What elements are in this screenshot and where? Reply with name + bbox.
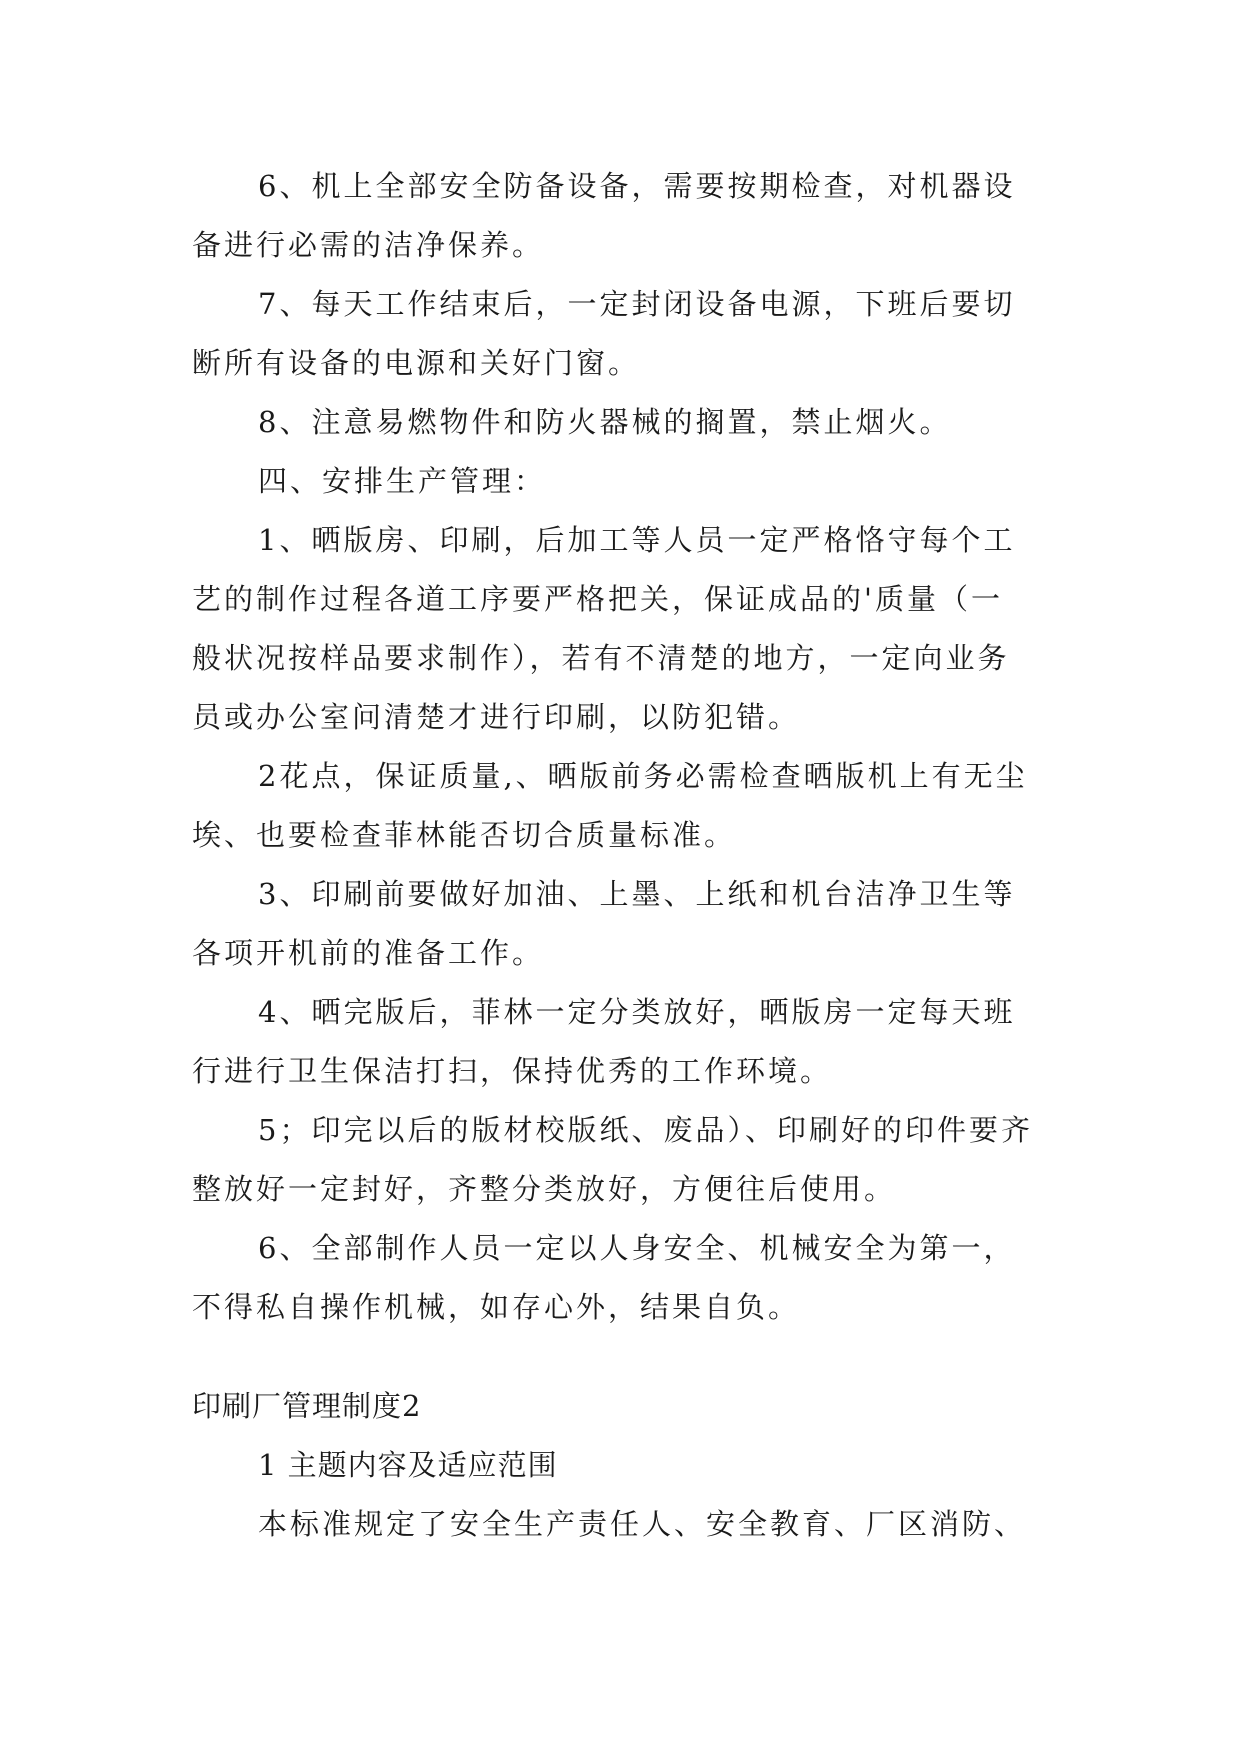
- paragraph-line: 本标准规定了安全生产责任人、安全教育、厂区消防、: [258, 1507, 1027, 1541]
- paragraph-line: 各项开机前的准备工作。: [192, 936, 545, 970]
- paragraph-line: 断所有设备的电源和关好门窗。: [192, 346, 641, 380]
- paragraph-line: 6、全部制作人员一定以人身安全、机械安全为第一，: [258, 1231, 1016, 1265]
- paragraph-line: 1、晒版房、印刷，后加工等人员一定严格恪守每个工: [258, 523, 1016, 557]
- paragraph-line: 整放好一定封好，齐整分类放好，方便往后使用。: [192, 1172, 897, 1206]
- paragraph-line: 备进行必需的洁净保养。: [192, 228, 545, 262]
- section-title: 印刷厂管理制度2: [192, 1389, 422, 1423]
- paragraph-line: 行进行卫生保洁打扫，保持优秀的工作环境。: [192, 1054, 833, 1088]
- paragraph-line: 8、注意易燃物件和防火器械的搁置，禁止烟火。: [258, 405, 952, 439]
- subsection-title: 1 主题内容及适应范围: [258, 1448, 558, 1482]
- paragraph-line: 4、晒完版后，菲林一定分类放好，晒版房一定每天班: [258, 995, 1016, 1029]
- section-heading: 四、安排生产管理：: [258, 464, 547, 498]
- paragraph-line: 7、每天工作结束后，一定封闭设备电源，下班后要切: [258, 287, 1016, 321]
- paragraph-line: 2花点，保证质量,、晒版前务必需检查晒版机上有无尘: [258, 759, 1028, 793]
- paragraph-line: 5；印完以后的版材校版纸、废品）、印刷好的印件要齐: [258, 1113, 1033, 1147]
- paragraph-line: 3、印刷前要做好加油、上墨、上纸和机台洁净卫生等: [258, 877, 1016, 911]
- paragraph-line: 埃、也要检查菲林能否切合质量标准。: [192, 818, 737, 852]
- paragraph-line: 6、机上全部安全防备设备，需要按期检查，对机器设: [258, 169, 1016, 203]
- paragraph-line: 般状况按样品要求制作），若有不清楚的地方，一定向业务: [192, 641, 1010, 675]
- paragraph-line: 不得私自操作机械，如存心外，结果自负。: [192, 1290, 801, 1324]
- paragraph-line: 艺的制作过程各道工序要严格把关，保证成品的'质量（一: [192, 582, 1003, 616]
- paragraph-line: 员或办公室问清楚才进行印刷，以防犯错。: [192, 700, 801, 734]
